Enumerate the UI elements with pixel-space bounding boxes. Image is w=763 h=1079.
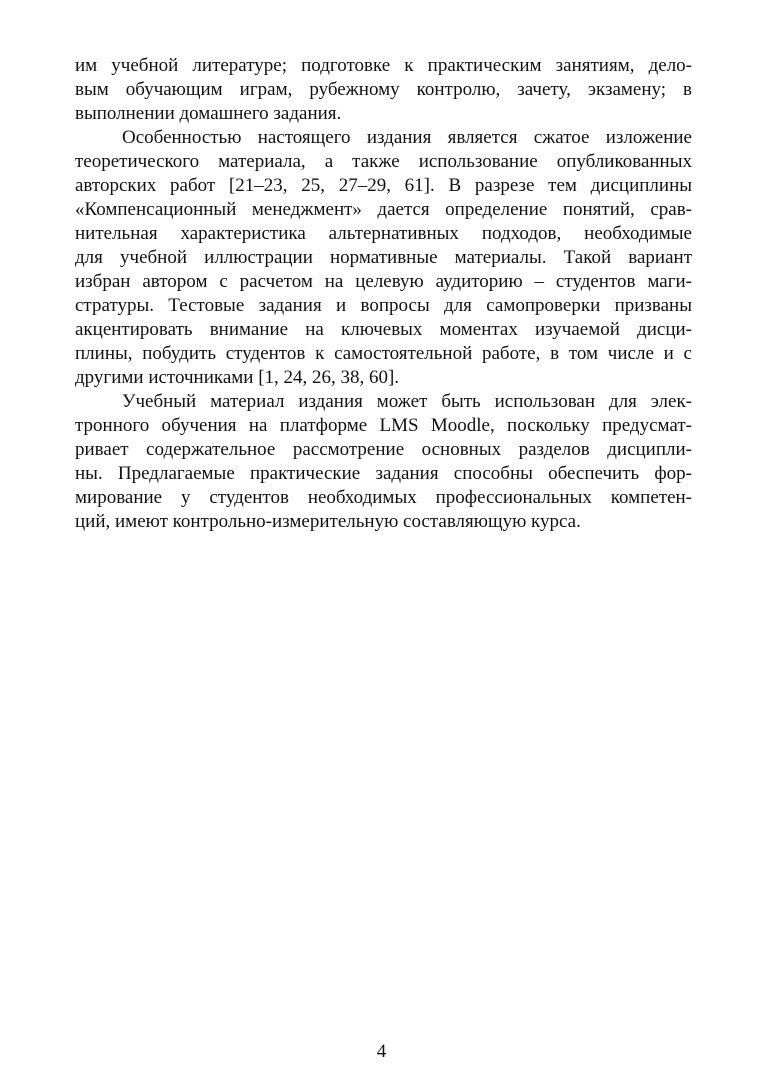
text-line: Учебный материал издания может быть использован для элек- [122, 391, 692, 412]
text-line: акцентировать внимание на ключевых моментах изучаемой дисци- [75, 319, 692, 340]
text-line: нительная характеристика альтернативных подходов, необходимые [75, 223, 692, 244]
text-line: авторских работ [21–23, 25, 27–29, 61]. В разрезе тем дисциплины [75, 175, 692, 196]
text-line: ций, имеют контрольно-измерительную составляющую курса. [75, 511, 581, 532]
text-line: теоретического материала, а также использование опубликованных [75, 151, 692, 172]
page-number: 4 [376, 1041, 387, 1062]
text-line: им учебной литературе; подготовке к практическим занятиям, дело- [75, 55, 692, 76]
text-line: другими источниками [1, 24, 26, 38, 60]. [75, 367, 400, 388]
text-line: стратуры. Тестовые задания и вопросы для самопроверки призваны [75, 295, 692, 316]
text-line: плины, побудить студентов к самостоятельной работе, в том числе и с [75, 343, 692, 364]
body-text [75, 54, 692, 534]
text-line: тронного обучения на платформе LMS Moodle, поскольку предусмат- [75, 415, 692, 436]
text-line: избран автором с расчетом на целевую аудиторию – студентов маги- [75, 271, 692, 292]
text-line: вым обучающим играм, рубежному контролю, зачету, экзамену; в [75, 79, 692, 100]
paragraph-1 [75, 54, 692, 126]
text-line: Особенностью настоящего издания является сжатое изложение [122, 127, 692, 148]
paragraph-3 [75, 390, 692, 534]
text-line: для учебной иллюстрации нормативные материалы. Такой вариант [75, 247, 692, 268]
text-line: «Компенсационный менеджмент» дается определение понятий, срав- [75, 199, 692, 220]
paragraph-2 [75, 126, 692, 390]
text-line: выполнении домашнего задания. [75, 103, 342, 124]
text-line: ривает содержательное рассмотрение основных разделов дисципли- [75, 439, 692, 460]
text-line: мирование у студентов необходимых профессиональных компетен- [75, 487, 692, 508]
text-line: ны. Предлагаемые практические задания способны обеспечить фор- [75, 463, 692, 484]
